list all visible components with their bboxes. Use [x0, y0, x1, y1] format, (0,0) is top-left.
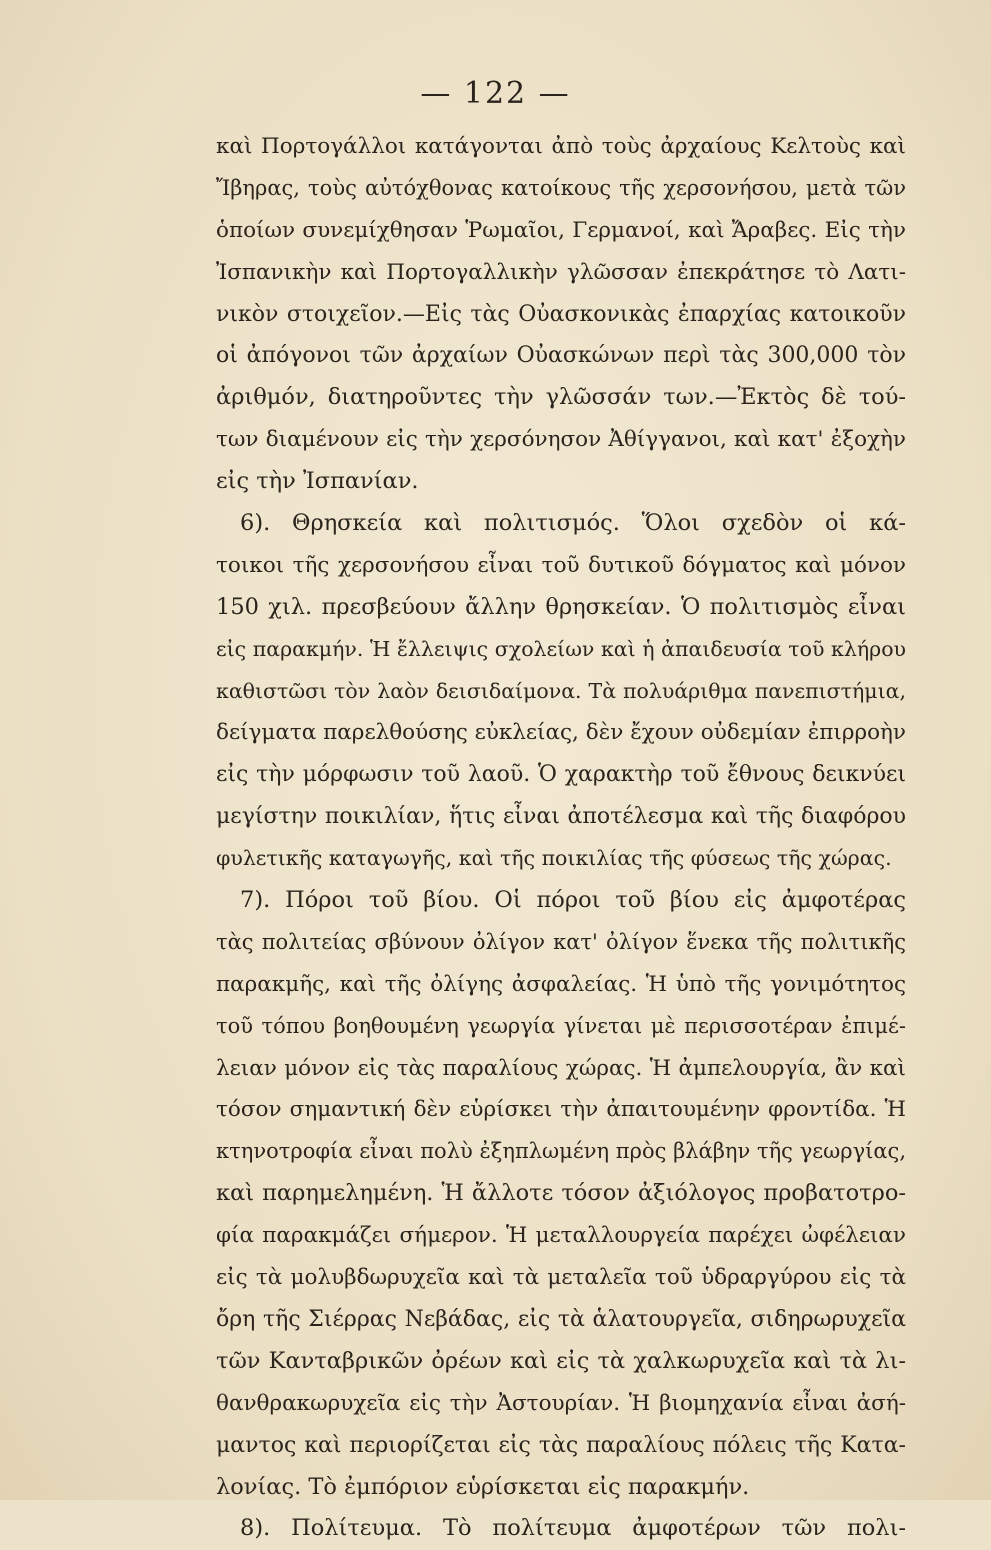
text-line: ὄρη τῆς Σιέρρας Νεβάδας, εἰς τὰ ἁλατουργεῖα, σιδηρωρυχεῖα [216, 1306, 906, 1332]
text-line: μεγίστην ποικιλίαν, ἥτις εἶναι ἀποτέλεσμα καὶ τῆς διαφόρου [216, 804, 906, 830]
text-line: φυλετικῆς καταγωγῆς, καὶ τῆς ποικιλίας τῆς φύσεως τῆς χώρας. [216, 846, 892, 871]
text-line: εἰς τὴν μόρφωσιν τοῦ λαοῦ. Ὁ χαρακτὴρ τοῦ ἔθνους δεικνύει [216, 762, 906, 788]
text-line: οἱ ἀπόγονοι τῶν ἀρχαίων Οὐασκώνων περὶ τὰς 300,000 τὸν [216, 343, 906, 369]
text-line: λονίας. Τὸ ἐμπόριον εὑρίσκεται εἰς παρακμήν. [216, 1473, 750, 1500]
text-line: Ἴβηρας, τοὺς αὐτόχθονας κατοίκους τῆς χερσονήσου, μετὰ τῶν [216, 175, 906, 200]
text-line: Ἰσπανικὴν καὶ Πορτογαλλικὴν γλῶσσαν ἐπεκράτησε τὸ Λατι- [216, 259, 906, 285]
text-line: τοικοι τῆς χερσονήσου εἶναι τοῦ δυτικοῦ δόγματος καὶ μόνον [216, 552, 906, 578]
body-text [216, 126, 906, 1550]
text-line: 150 χιλ. πρεσβεύουν ἄλλην θρησκείαν. Ὁ πολιτισμὸς εἶναι [216, 593, 906, 620]
text-line: των διαμένουν εἰς τὴν χερσόνησον Ἀθίγγανοι, καὶ κατ' ἐξοχὴν [216, 427, 906, 453]
text-line: δείγματα παρελθούσης εὐκλείας, δὲν ἔχουν οὐδεμίαν ἐπιρροὴν [216, 720, 906, 746]
text-line: 6). Θρησκεία καὶ πολιτισμός. Ὅλοι σχεδὸν οἱ κά- [240, 510, 906, 537]
text-line: ἀριθμόν, διατηροῦντες τὴν γλῶσσάν των.—Ἐκτὸς δὲ τού- [216, 384, 906, 411]
text-line: λειαν μόνον εἰς τὰς παραλίους χώρας. Ἡ ἀμπελουργία, ἂν καὶ [216, 1055, 906, 1081]
text-line: 7). Πόροι τοῦ βίου. Οἱ πόροι τοῦ βίου εἰς ἀμφοτέρας [240, 887, 906, 914]
text-line: εἰς τὰ μολυβδωρυχεῖα καὶ τὰ μεταλεῖα τοῦ ὑδραργύρου εἰς τὰ [216, 1265, 906, 1291]
text-line: θανθρακωρυχεῖα εἰς τὴν Ἀστουρίαν. Ἡ βιομηχανία εἶναι ἀσή- [216, 1390, 906, 1416]
text-line: ὁποίων συνεμίχθησαν Ῥωμαῖοι, Γερμανοί, καὶ Ἄραβες. Εἰς τὴν [216, 217, 906, 243]
text-line: καὶ Πορτογάλλοι κατάγονται ἀπὸ τοὺς ἀρχαίους Κελτοὺς καὶ [216, 134, 906, 159]
text-line: 8). Πολίτευμα. Τὸ πολίτευμα ἀμφοτέρων τῶν πολι- [240, 1515, 906, 1542]
text-line: τόσον σημαντική δὲν εὑρίσκει τὴν ἀπαιτουμένην φροντίδα. Ἡ [216, 1097, 906, 1123]
text-line: παρακμῆς, καὶ τῆς ὀλίγης ἀσφαλείας. Ἡ ὑπὸ τῆς γονιμότητος [216, 971, 906, 997]
text-line: τὰς πολιτείας σβύνουν ὀλίγον κατ' ὀλίγον ἕνεκα τῆς πολιτικῆς [216, 929, 906, 954]
text-line: καθιστῶσι τὸν λαὸν δεισιδαίμονα. Τὰ πολυάριθμα πανεπιστήμια, [216, 678, 906, 703]
text-line: φία παρακμάζει σήμερον. Ἡ μεταλλουργεία παρέχει ὠφέλειαν [216, 1223, 906, 1249]
text-line: μαντος καὶ περιορίζεται εἰς τὰς παραλίους πόλεις τῆς Κατα- [216, 1432, 906, 1458]
page-number: — 122 — [420, 76, 571, 111]
text-line: κτηνοτροφία εἶναι πολὺ ἐξηπλωμένη πρὸς βλάβην τῆς γεωργίας, [216, 1139, 906, 1164]
text-line: εἰς τὴν Ἰσπανίαν. [216, 468, 419, 495]
text-line: καὶ παρημελημένη. Ἡ ἄλλοτε τόσον ἀξιόλογος προβατοτρο- [216, 1180, 906, 1207]
text-line: νικὸν στοιχεῖον.—Εἰς τὰς Οὐασκονικὰς ἐπαρχίας κατοικοῦν [216, 301, 906, 327]
text-line: εἰς παρακμήν. Ἡ ἔλλειψις σχολείων καὶ ἡ ἀπαιδευσία τοῦ κλήρου [216, 636, 906, 661]
text-line: τῶν Κανταβρικῶν ὀρέων καὶ εἰς τὰ χαλκωρυχεῖα καὶ τὰ λι- [216, 1347, 906, 1374]
text-line: τοῦ τόπου βοηθουμένη γεωργία γίνεται μὲ περισσοτέραν ἐπιμέ- [216, 1013, 906, 1038]
